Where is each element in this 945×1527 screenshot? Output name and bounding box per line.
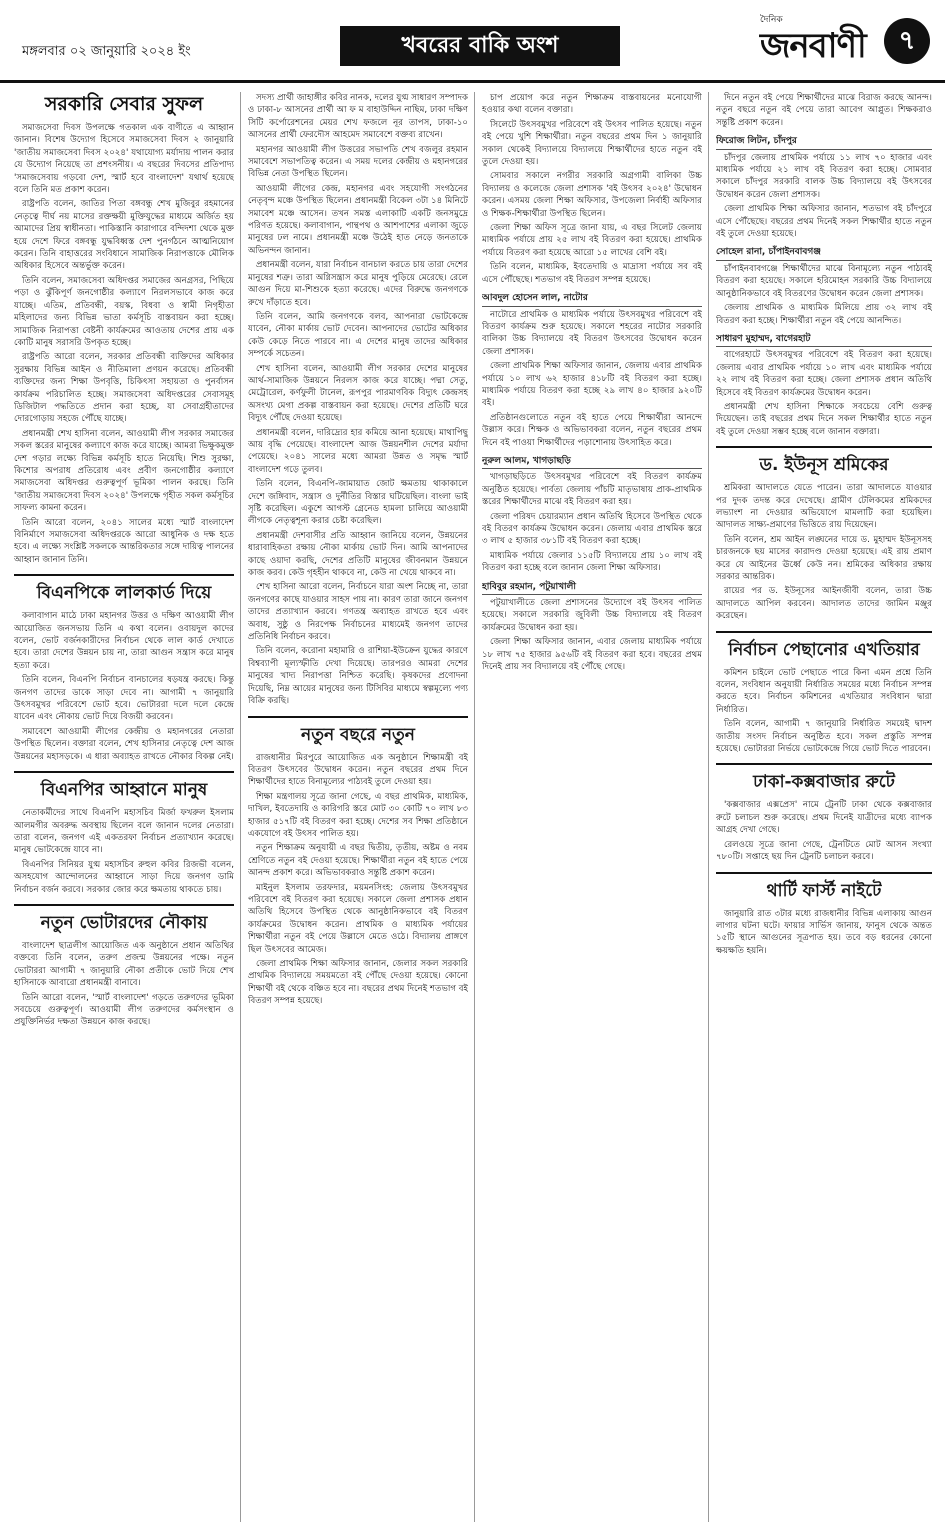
- paragraph: বিএনপির সিনিয়র যুগ্ম মহাসচিব রুহুল কবির রিজভী বলেন, অসহযোগ আন্দোলনের আহ্বানে সাড়া দিয়ে জনগণ ডামি নির্বাচন বর্জন করবে। সরকার জোর করে ক্ষমতায় থাকতে চায়।: [14, 859, 234, 895]
- issue-date: মঙ্গলবার ০২ জানুয়ারি ২০২৪ ইং: [22, 44, 191, 59]
- article-body: [14, 807, 234, 896]
- paragraph: নাটোরে প্রাথমিক ও মাধ্যমিক পর্যায়ে উৎসবমুখর পরিবেশে বই বিতরণ কার্যক্রম শুরু হয়েছে। সকালে শহরের নাটোর সরকারি বালিকা উচ্চ বিদ্যালয়ে বই বিতরণ উৎসবের উদ্বোধন করেন জেলা প্রশাসক।: [482, 309, 702, 357]
- article-body: [482, 471, 702, 574]
- article-body: [248, 92, 468, 708]
- article-headline: থার্টি ফার্স্ট নাইটে: [716, 872, 932, 902]
- paragraph: প্রধানমন্ত্রী দেশবাসীর প্রতি আহ্বান জানিয়ে বলেন, উন্নয়নের ধারাবাহিকতা রক্ষায় নৌকা মার্কায় ভোট দিন। আমি আপনাদের কাছে ওয়াদা করছি, দেশের প্রতিটি মানুষের জীবনমান উন্নয়নে কাজ করব। কেউ গৃহহীন থাকবে না, কেউ না খেয়ে থাকবে না।: [248, 530, 468, 579]
- article-body: [716, 263, 932, 327]
- column-4: [716, 92, 932, 1522]
- paragraph: শেখ হাসিনা আরো বলেন, নির্বাচনে যারা অংশ নিচ্ছে না, তারা জনগণের কাছে যাওয়ার সাহস পায় না। কারণ তারা জানে জনগণ তাদের প্রত্যাখ্যান করবে। গণতন্ত্র অব্যাহত রাখতে হবে এবং অবাধ, সুষ্ঠু ও নিরপেক্ষ নির্বাচনের মাধ্যমেই জনগণ তাদের প্রতিনিধি নির্বাচন করবে।: [248, 582, 468, 643]
- paragraph: দিনে নতুন বই পেয়ে শিক্ষার্থীদের মাঝে বিরাজ করছে আনন্দ। নতুন বছরে নতুন বই পেয়ে তারা আবেগ আপ্লুত। শিক্ষকরাও সন্তুষ্টি প্রকাশ করেন।: [716, 93, 932, 128]
- article-headline: ড. ইউনূস শ্রমিকের: [716, 446, 932, 476]
- paragraph: জেলায় প্রাথমিক ও মাধ্যমিক মিলিয়ে প্রায় ৩২ লাখ বই বিতরণ করা হচ্ছে। শিক্ষার্থীরা নতুন বই পেয়ে আনন্দিত।: [716, 303, 932, 326]
- paragraph: তিনি বলেন, শ্রম আইন লঙ্ঘনের দায়ে ড. মুহাম্মদ ইউনূসসহ চারজনকে ছয় মাসের কারাদণ্ড দেওয়া হয়েছে। এই রায় প্রমাণ করে যে আইনের ঊর্ধ্বে কেউ নন। শ্রমিকের অধিকার রক্ষায় সরকার আন্তরিক।: [716, 534, 932, 582]
- paragraph: চাঁপাইনবাবগঞ্জে শিক্ষার্থীদের মাঝে বিনামূল্যে নতুন পাঠ্যবই বিতরণ করা হয়েছে। সকালে হরিমোহন সরকারি উচ্চ বিদ্যালয়ে আনুষ্ঠানিকভাবে বই বিতরণের উদ্বোধন করেন জেলা প্রশাসক।: [716, 263, 932, 299]
- paragraph: রাষ্ট্রপতি বলেন, জাতির পিতা বঙ্গবন্ধু শেখ মুজিবুর রহমানের নেতৃত্বে দীর্ঘ নয় মাসের রক্তক্ষয়ী মুক্তিযুদ্ধের মাধ্যমে অর্জিত হয় আমাদের প্রিয় স্বাধীনতা। পাকিস্তানি কারাগারে বন্দিদশা থেকে মুক্ত হয়ে দেশে ফিরে বঙ্গবন্ধু যুদ্ধবিধ্বস্ত দেশ পুনর্গঠনে আত্মনিয়োগ করেন। তিনি বাহাত্তরের সংবিধানে সামাজিক নিরাপত্তাকে মৌলিক অধিকার হিসেবে অন্তর্ভুক্ত করেন।: [14, 199, 234, 272]
- dateline: সাধারণ মুহাম্মদ, বাগেরহাট: [716, 333, 932, 347]
- article-headline: নতুন ভোটারদের নৌকায়: [14, 904, 234, 934]
- dateline: নুরুল আলম, খাগড়াছড়ি: [482, 455, 702, 469]
- paragraph: তিনি বলেন, মাধ্যমিক, ইবতেদায়ি ও মাদ্রাসা পর্যায়ে সব বই এসে পৌঁছেছে। শতভাগ বই বিতরণ সম্পন্ন হয়েছে।: [482, 262, 702, 285]
- paragraph: তিনি আরো বলেন, 'স্মার্ট বাংলাদেশ' গড়তে তরুণদের ভূমিকা সবচেয়ে গুরুত্বপূর্ণ। আওয়ামী লীগ তরুণদের কর্মসংস্থান ও প্রযুক্তিনির্ভর দক্ষতা উন্নয়নে কাজ করছে।: [14, 992, 234, 1028]
- paragraph: বাগেরহাটে উৎসবমুখর পরিবেশে বই বিতরণ করা হয়েছে। জেলায় এবার প্রাথমিক পর্যায়ে ১০ লাখ এবং মাধ্যমিক পর্যায়ে ২২ লাখ বই বিতরণ করা হচ্ছে। জেলা প্রশাসক প্রধান অতিথি হিসেবে বই বিতরণ কার্যক্রমের উদ্বোধন করেন।: [716, 350, 932, 398]
- article-headline: নতুন বছরে নতুন: [248, 716, 468, 746]
- column-divider: [474, 92, 475, 1522]
- column-divider: [708, 92, 709, 1522]
- article-body: [482, 309, 702, 449]
- paragraph: চাঁদপুর জেলায় প্রাথমিক পর্যায়ে ১১ লাখ ৭০ হাজার এবং মাধ্যমিক পর্যায়ে ২১ লাখ বই বিতরণ করা হচ্ছে। সোমবার সকালে চাঁদপুর সরকারি বালক উচ্চ বিদ্যালয়ে বই উৎসবের উদ্বোধন করেন জেলা প্রশাসক।: [716, 152, 932, 200]
- column-2: [248, 92, 468, 1522]
- article-body: [14, 610, 234, 763]
- paragraph: আওয়ামী লীগের কেন্দ্র, মহানগর এবং সহযোগী সংগঠনের নেতৃবৃন্দ মঞ্চে উপস্থিত ছিলেন। প্রধানমন্ত্রী বিকেল ৩টা ১৪ মিনিটে সমাবেশ মঞ্চে আসেন। তখন সমস্ত এলাকাটি একটি জনসমুদ্রে পরিণত হয়েছে। কলাবাগান, পান্থপথ ও আশপাশের এলাকা জুড়ে মানুষের ঢল নামে। প্রধানমন্ত্রী মঞ্চে উঠেই হাত নেড়ে জনতাকে অভিনন্দন জানান।: [248, 183, 468, 256]
- paragraph: সিলেটে উৎসবমুখর পরিবেশে বই উৎসব পালিত হয়েছে। নতুন বই পেয়ে খুশি শিক্ষার্থীরা। নতুন বছরের প্রথম দিন ১ জানুয়ারি সকাল থেকেই বিদ্যালয়ে বিদ্যালয়ে শিক্ষার্থীদের হাতে নতুন বই তুলে দেওয়া হয়।: [482, 119, 702, 168]
- column-3: [482, 92, 702, 1522]
- article-body: [14, 940, 234, 1029]
- article-body: [716, 92, 932, 129]
- article-headline: ঢাকা-কক্সবাজার রুটে: [716, 763, 932, 793]
- paragraph: শ্রমিকরা আদালতে যেতে পারেন। তারা আদালতে যাওয়ার পর দুদক তদন্ত করে দেখেছে। গ্রামীণ টেলিকমের শ্রমিকদের লভ্যাংশ না দেওয়ার অভিযোগে মামলাটি করা হয়েছিল। আদালত সাক্ষ্য-প্রমাণের ভিত্তিতে রায় দিয়েছেন।: [716, 483, 932, 531]
- paragraph: শিক্ষা মন্ত্রণালয় সূত্রে জানা গেছে, এ বছর প্রাথমিক, মাধ্যমিক, দাখিল, ইবতেদায়ি ও কারিগরি স্তরে মোট ৩০ কোটি ৭০ লাখ ৮৩ হাজার ৫১৭টি বই বিতরণ করা হচ্ছে। দেশের সব শিক্ষা প্রতিষ্ঠানে একযোগে বই উৎসব পালিত হয়।: [248, 791, 468, 839]
- paragraph: জানুয়ারি রাত ৩টার মধ্যে রাজধানীর বিভিন্ন এলাকায় আগুন লাগার ঘটনা ঘটে। ফায়ার সার্ভিস জানায়, ফানুস থেকে অন্তত ১৫টি স্থানে আগুনের সূত্রপাত হয়। তবে বড় ধরনের কোনো ক্ষয়ক্ষতি হয়নি।: [716, 908, 932, 956]
- article-body: [482, 92, 702, 286]
- page-header: [0, 0, 945, 83]
- paragraph: তিনি আরো বলেন, ২০৪১ সালের মধ্যে স্মার্ট বাংলাদেশ বিনির্মাণে সমাজসেবা অধিদপ্তরকে আরো আধুনিক ও দক্ষ হতে হবে। এ লক্ষ্যে সংশ্লিষ্ট সকলকে আন্তরিকতার সঙ্গে দায়িত্ব পালনের আহ্বান জানান তিনি।: [14, 517, 234, 565]
- article-headline: বিএনপিকে লালকার্ড দিয়ে: [14, 574, 234, 604]
- paragraph: মহানগর আওয়ামী লীগ উত্তরের সভাপতি শেখ বজলুর রহমান সমাবেশে সভাপতিত্ব করেন। এ সময় দলের কেন্দ্রীয় ও মহানগরের বিভিন্ন নেতা উপস্থিত ছিলেন।: [248, 144, 468, 180]
- article-body: [716, 152, 932, 241]
- paragraph: রায়ের পর ড. ইউনূসের আইনজীবী বলেন, তারা উচ্চ আদালতে আপিল করবেন। আদালত তাদের জামিন মঞ্জুর করেছেন।: [716, 586, 932, 622]
- paragraph: প্রতিষ্ঠানগুলোতে নতুন বই হাতে পেয়ে শিক্ষার্থীরা আনন্দে উল্লাস করে। শিক্ষক ও অভিভাবকরা বলেন, নতুন বছরের প্রথম দিনে বই পাওয়া শিক্ষার্থীদের পড়াশোনায় উৎসাহিত করে।: [482, 412, 702, 448]
- paragraph: চাপ প্রয়োগ করে নতুন শিক্ষাক্রম বাস্তবায়নের মনোযোগী হওয়ার কথা বলেন বক্তারা।: [482, 93, 702, 116]
- paragraph: শেখ হাসিনা বলেন, আওয়ামী লীগ সরকার দেশের মানুষের আর্থ-সামাজিক উন্নয়নে নিরলস কাজ করে যাচ্ছে। পদ্মা সেতু, মেট্রোরেল, কর্ণফুলী টানেল, রূপপুর পারমাণবিক বিদ্যুৎ কেন্দ্রসহ অসংখ্য মেগা প্রকল্প বাস্তবায়ন করা হয়েছে। দেশের প্রতিটি ঘরে বিদ্যুৎ পৌঁছে দেওয়া হয়েছে।: [248, 363, 468, 424]
- section-banner: খবরের বাকি অংশ: [340, 26, 620, 66]
- article-body: [248, 752, 468, 1008]
- paragraph: তিনি বলেন, আগামী ৭ জানুয়ারি নির্ধারিত সময়েই দ্বাদশ জাতীয় সংসদ নির্বাচন অনুষ্ঠিত হবে। সকল প্রস্তুতি সম্পন্ন হয়েছে। ভোটাররা নির্ভয়ে ভোটকেন্দ্রে গিয়ে ভোট দিতে পারবেন।: [716, 719, 932, 755]
- paragraph: নেতাকর্মীদের সাথে বিএনপি মহাসচিব মির্জা ফখরুল ইসলাম আলমগীর অবরুদ্ধ অবস্থায় ছিলেন বলে জানান দলের নেতারা। তারা বলেন, জনগণ এই একতরফা নির্বাচন প্রত্যাখ্যান করেছে। মানুষ ভোটকেন্দ্রে যাবে না।: [14, 808, 234, 856]
- paragraph: পটুয়াখালীতে জেলা প্রশাসনের উদ্যোগে বই উৎসব পালিত হয়েছে। সকালে সরকারি জুবিলী উচ্চ বিদ্যালয়ে বই বিতরণ কার্যক্রমের উদ্বোধন করা হয়।: [482, 598, 702, 633]
- dateline: হাবিবুর রহমান, পটুয়াখালী: [482, 581, 702, 595]
- paragraph: তিনি বলেন, আমি জনগণকে বলব, আপনারা ভোটকেন্দ্রে যাবেন, নৌকা মার্কায় ভোট দেবেন। আপনাদের ভোটের অধিকার কেউ কেড়ে নিতে পারবে না। এ দেশের মানুষ তাদের অধিকার সম্পর্কে সচেতন।: [248, 311, 468, 360]
- article-body: [716, 667, 932, 756]
- article-headline: সরকারি সেবার সুফল: [44, 93, 204, 115]
- paragraph: প্রধানমন্ত্রী বলেন, দারিদ্র্যের হার কমিয়ে আনা হয়েছে। মাথাপিছু আয় বৃদ্ধি পেয়েছে। বাংলাদেশ আজ উন্নয়নশীল দেশের মর্যাদা পেয়েছে। ২০৪১ সালের মধ্যে আমরা উন্নত ও সমৃদ্ধ স্মার্ট বাংলাদেশ গড়ে তুলব।: [248, 427, 468, 475]
- paragraph: রাজধানীর মিরপুরে আয়োজিত এক অনুষ্ঠানে শিক্ষামন্ত্রী বই বিতরণ উৎসবের উদ্বোধন করেন। নতুন বছরের প্রথম দিনে শিক্ষার্থীদের হাতে বিনামূল্যের পাঠ্যবই তুলে দেওয়া হয়।: [248, 752, 468, 788]
- page-number-badge: ৭: [884, 18, 930, 64]
- paragraph: কলাবাগান মাঠে ঢাকা মহানগর উত্তর ও দক্ষিণ আওয়ামী লীগ আয়োজিত জনসভায় তিনি এ কথা বলেন। ওবায়দুল কাদের বলেন, ভোট বর্জনকারীদের নির্বাচন থেকে লাল কার্ড দেখাতে হবে। তারা দেশের উন্নয়ন চায় না, তারা আগুন সন্ত্রাস করে মানুষ হত্যা করে।: [14, 611, 234, 671]
- paragraph: প্রধানমন্ত্রী বলেন, যারা নির্বাচন বানচাল করতে চায় তারা দেশের মানুষের শত্রু। তারা অগ্নিসন্ত্রাস করে মানুষ পুড়িয়ে মেরেছে। রেলে আগুন দিয়ে মা-শিশুকে হত্যা করেছে। এদের বিরুদ্ধে জনগণকে রুখে দাঁড়াতে হবে।: [248, 260, 468, 308]
- paragraph: তিনি বলেন, সমাজসেবা অধিদপ্তর সমাজের অনগ্রসর, পিছিয়ে পড়া ও ঝুঁকিপূর্ণ জনগোষ্ঠীর কল্যাণে নিরলসভাবে কাজ করে যাচ্ছে। এতিম, প্রতিবন্ধী, বয়স্ক, বিধবা ও স্বামী নিগৃহীতা মহিলাদের জন্য বিভিন্ন ভাতা কর্মসূচি বাস্তবায়ন করা হচ্ছে। সামাজিক নিরাপত্তা বেষ্টনী কার্যক্রমের আওতায় দেশের প্রায় এক কোটি মানুষ সরাসরি উপকৃত হচ্ছে।: [14, 275, 234, 348]
- paragraph: প্রধানমন্ত্রী শেখ হাসিনা শিক্ষাকে সবচেয়ে বেশি গুরুত্ব দিয়েছেন। তাই বছরের প্রথম দিনে সকল শিক্ষার্থীর হাতে নতুন বই তুলে দেওয়া সম্ভব হচ্ছে বলে জানান বক্তারা।: [716, 401, 932, 437]
- paragraph: রাষ্ট্রপতি আরো বলেন, সরকার প্রতিবন্ধী ব্যক্তিদের অধিকার সুরক্ষায় বিভিন্ন আইন ও নীতিমালা প্রণয়ন করেছে। প্রতিবন্ধী ব্যক্তিদের জন্য শিক্ষা উপবৃত্তি, চিকিৎসা সহায়তা ও পুনর্বাসন কার্যক্রম পরিচালিত হচ্ছে। সমাজসেবা অধিদপ্তরের সেবাসমূহ ডিজিটাল পদ্ধতিতে প্রদান করা হচ্ছে, যা সেবাগ্রহীতাদের দোরগোড়ায় সহজে পৌঁছে যাচ্ছে।: [14, 352, 234, 425]
- paragraph: জেলা শিক্ষা অফিসার জানান, এবার জেলায় মাধ্যমিক পর্যায়ে ১৮ লাখ ৭৫ হাজার ৯৫৬টি বই বিতরণ করা হবে। বছরের প্রথম দিনেই প্রায় সব বিদ্যালয়ে বই পৌঁছে গেছে।: [482, 637, 702, 673]
- article-body: [716, 908, 932, 958]
- column-divider: [240, 92, 241, 1522]
- article-body: [482, 597, 702, 673]
- dateline: ফিরোজ লিটন, চাঁদপুর: [716, 135, 932, 149]
- paragraph: জেলা শিক্ষা অফিস সূত্রে জানা যায়, এ বছর সিলেট জেলায় মাধ্যমিক পর্যায়ে প্রায় ২৫ লাখ বই বিতরণ করা হয়েছে। প্রাথমিক পর্যায়ে বিতরণ করা হয়েছে আরো ১৫ লাখের বেশি বই।: [482, 223, 702, 258]
- article-body: [716, 799, 932, 863]
- dateline: সোহেল রানা, চাঁপাইনবাবগঞ্জ: [716, 246, 932, 260]
- masthead-logo: [760, 12, 880, 68]
- paragraph: জেলা প্রাথমিক শিক্ষা অফিসার জানান, শতভাগ বই চাঁদপুরে এসে পৌঁছেছে। বছরের প্রথম দিনেই সকল শিক্ষার্থীর হাতে নতুন বই তুলে দেওয়া হয়েছে।: [716, 204, 932, 240]
- article-body: [716, 482, 932, 622]
- paragraph: নতুন শিক্ষাক্রম অনুযায়ী এ বছর দ্বিতীয়, তৃতীয়, অষ্টম ও নবম শ্রেণিতে নতুন বই দেওয়া হয়েছে। শিক্ষার্থীরা নতুন বই হাতে পেয়ে আনন্দ প্রকাশ করে। অভিভাবকরাও সন্তুষ্টি প্রকাশ করেন।: [248, 843, 468, 879]
- paragraph: সোমবার সকালে নগরীর সরকারি অগ্রগামী বালিকা উচ্চ বিদ্যালয় ও কলেজে জেলা প্রশাসক 'বই উৎসব ২০২৪' উদ্বোধন করেন। এসময় জেলা শিক্ষা অফিসার, উপজেলা নির্বাহী অফিসার ও শিক্ষক-শিক্ষার্থীরা উপস্থিত ছিলেন।: [482, 171, 702, 219]
- column-1: [14, 92, 234, 1522]
- paragraph: জেলা প্রাথমিক শিক্ষা অফিসার জানান, জেলার সকল সরকারি প্রাথমিক বিদ্যালয়ে সময়মতো বই পৌঁছে দেওয়া হয়েছে। কোনো শিক্ষার্থী বই থেকে বঞ্চিত হবে না। বছরের প্রথম দিনেই শতভাগ বই বিতরণ সম্পন্ন হয়েছে।: [248, 959, 468, 1007]
- paragraph: প্রধানমন্ত্রী শেখ হাসিনা বলেন, আওয়ামী লীগ সরকার সমাজের সকল স্তরের মানুষের কল্যাণে কাজ করে যাচ্ছে। আমরা ভিক্ষুকমুক্ত দেশ গড়ার লক্ষ্যে বিভিন্ন কর্মসূচি হাতে নিয়েছি। শিশু সুরক্ষা, কিশোর অপরাধ প্রতিরোধ এবং প্রবীণ জনগোষ্ঠীর কল্যাণে সমাজসেবা অধিদপ্তর গুরুত্বপূর্ণ ভূমিকা পালন করছে। তিনি 'জাতীয় সমাজসেবা দিবস ২০২৪' উপলক্ষে গৃহীত সকল কর্মসূচির সাফল্য কামনা করেন।: [14, 428, 234, 514]
- paragraph: মাধ্যমিক পর্যায়ে জেলার ১১৫টি বিদ্যালয়ে প্রায় ১০ লাখ বই বিতরণ করা হচ্ছে বলে জানান জেলা শিক্ষা অফিসার।: [482, 550, 702, 574]
- article-body: [14, 122, 234, 566]
- masthead-prefix: দৈনিক: [760, 15, 783, 25]
- paragraph: সমাবেশে আওয়ামী লীগের কেন্দ্রীয় ও মহানগরের নেতারা উপস্থিত ছিলেন। বক্তারা বলেন, শেখ হাসিনার নেতৃত্বে দেশ আজ উন্নয়নের মহাসড়কে। এ ধারা অব্যাহত রাখতে নৌকার বিকল্প নেই।: [14, 726, 234, 762]
- paragraph: রেলওয়ে সূত্রে জানা গেছে, ট্রেনটিতে মোট আসন সংখ্যা ৭৮০টি। সপ্তাহে ছয় দিন ট্রেনটি চলাচল করবে।: [716, 839, 932, 863]
- paragraph: খাগড়াছড়িতে উৎসবমুখর পরিবেশে বই বিতরণ কার্যক্রম অনুষ্ঠিত হয়েছে। পার্বত্য জেলায় পাঁচটি মাতৃভাষায় প্রাক-প্রাথমিক স্তরের শিক্ষার্থীদের মাঝে বই বিতরণ করা হয়।: [482, 472, 702, 508]
- dateline: আবদুল হোসেন লাল, নাটোর: [482, 292, 702, 306]
- paragraph: মাইনুল ইসলাম তরফদার, ময়মনসিংহ: জেলায় উৎসবমুখর পরিবেশে বই বিতরণ করা হয়েছে। সকালে জেলা প্রশাসক প্রধান অতিথি হিসেবে উপস্থিত থেকে আনুষ্ঠানিকভাবে বই বিতরণ কার্যক্রমের উদ্বোধন করেন। প্রাথমিক ও মাধ্যমিক পর্যায়ের শিক্ষার্থীরা নতুন বই পেয়ে উল্লাসে মেতে ওঠে। বিদ্যালয় প্রাঙ্গণে ছিল উৎসবের আমেজ।: [248, 882, 468, 955]
- paragraph: জেলা পরিষদ চেয়ারম্যান প্রধান অতিথি হিসেবে উপস্থিত থেকে বই বিতরণ কার্যক্রম উদ্বোধন করেন। জেলায় এবার প্রাথমিক স্তরে ৩ লাখ ৫ হাজার ৩৮১টি বই বিতরণ করা হচ্ছে।: [482, 511, 702, 547]
- paragraph: সমাজসেবা দিবস উপলক্ষে গতকাল এক বাণীতে এ আহ্বান জানান। বিশেষ উদ্যোগ হিসেবে সমাজসেবা দিবস ২ জানুয়ারি 'জাতীয় সমাজসেবা দিবস ২০২৪' যথাযোগ্য মর্যাদায় পালন করার যে উদ্যোগ নিয়েছে তা প্রশংসনীয়। এ বছরের দিবসের প্রতিপাদ্য 'সমাজসেবায় গড়বো দেশ, স্মার্ট হবে বাংলাদেশ' যথার্থ হয়েছে বলে তিনি মত প্রকাশ করেন।: [14, 123, 234, 196]
- paragraph: জেলা প্রাথমিক শিক্ষা অফিসার জানান, জেলায় এবার প্রাথমিক পর্যায়ে ১০ লাখ ৬২ হাজার ৪১৮টি বই বিতরণ করা হচ্ছে। মাধ্যমিক পর্যায়ে বিতরণ করা হচ্ছে ২৯ লাখ ৪০ হাজার ৯২০টি বই।: [482, 361, 702, 409]
- paragraph: কমিশন চাইলে ভোট পেছাতে পারে কিনা এমন প্রশ্নে তিনি বলেন, সংবিধান অনুযায়ী নির্ধারিত সময়ের মধ্যে নির্বাচন সম্পন্ন করতে হবে। নির্বাচন কমিশনের এখতিয়ার সংবিধান দ্বারা নির্ধারিত।: [716, 667, 932, 715]
- paragraph: তিনি বলেন, বিএনপি নির্বাচন বানচালের ষড়যন্ত্র করছে। কিন্তু জনগণ তাদের ডাকে সাড়া দেবে না। আগামী ৭ জানুয়ারি উৎসবমুখর পরিবেশে ভোট হবে। ভোটাররা দলে দলে কেন্দ্রে যাবেন এবং নৌকায় ভোট দিয়ে বিজয়ী করবেন।: [14, 675, 234, 723]
- article-body: [716, 349, 932, 438]
- paragraph: সদস্য প্রার্থী জাহাঙ্গীর কবির নানক, দলের যুগ্ম সাধারণ সম্পাদক ও ঢাকা-৮ আসনের প্রার্থী আ ফ ম বাহাউদ্দিন নাছিম, ঢাকা দক্ষিণ সিটি কর্পোরেশনের মেয়র শেখ ফজলে নূর তাপস, ঢাকা-১০ আসনের প্রার্থী ফেরদৌস আহমেদ সমাবেশে বক্তব্য রাখেন।: [248, 93, 468, 141]
- paragraph: তিনি বলেন, বিএনপি-জামায়াত জোট ক্ষমতায় থাকাকালে দেশে জঙ্গিবাদ, সন্ত্রাস ও দুর্নীতির বিস্তার ঘটিয়েছিল। বাংলা ভাই সৃষ্টি করেছিল। একুশে আগস্ট গ্রেনেড হামলা চালিয়ে আওয়ামী লীগকে নেতৃত্বশূন্য করার চেষ্টা করেছিল।: [248, 479, 468, 527]
- masthead-title: জনবাণী: [760, 26, 866, 66]
- article-headline: নির্বাচন পেছানোর এখতিয়ার: [716, 631, 932, 661]
- paragraph: তিনি বলেন, করোনা মহামারি ও রাশিয়া-ইউক্রেন যুদ্ধের কারণে বিশ্বব্যাপী মূল্যস্ফীতি দেখা দিয়েছে। তারপরও আমরা দেশের মানুষের খাদ্য নিরাপত্তা নিশ্চিত করেছি। কৃষকদের প্রণোদনা দিয়েছি, নিম্ন আয়ের মানুষের জন্য টিসিবির মাধ্যমে স্বল্পমূল্যে পণ্য বিক্রি করছি।: [248, 646, 468, 707]
- paragraph: 'কক্সবাজার এক্সপ্রেস' নামে ট্রেনটি ঢাকা থেকে কক্সবাজার রুটে চলাচল শুরু করেছে। প্রথম দিনেই যাত্রীদের মধ্যে ব্যাপক আগ্রহ দেখা গেছে।: [716, 800, 932, 836]
- article-headline: বিএনপির আহ্বানে মানুষ: [14, 771, 234, 801]
- paragraph: বাংলাদেশ ছাত্রলীগ আয়োজিত এক অনুষ্ঠানে প্রধান অতিথির বক্তব্যে তিনি বলেন, তরুণ প্রজন্ম উন্নয়নের পক্ষে। নতুন ভোটাররা আগামী ৭ জানুয়ারি নৌকা প্রতীকে ভোট দিয়ে শেখ হাসিনাকে আবারো প্রধানমন্ত্রী বানাবে।: [14, 940, 234, 989]
